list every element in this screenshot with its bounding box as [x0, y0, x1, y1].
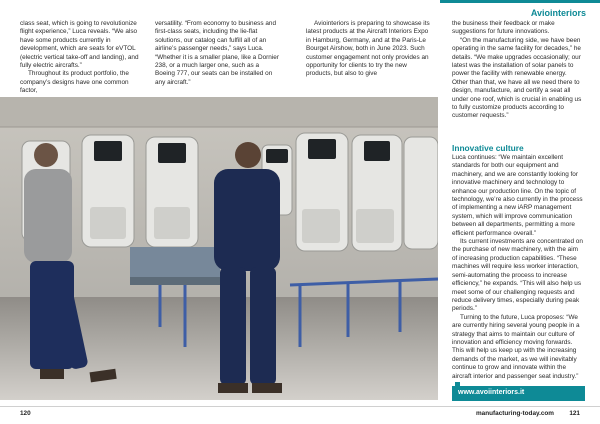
- header-accent-bar: [440, 0, 600, 3]
- paragraph: Aviointeriors is preparing to showcase its latest products at the Aircraft Interiors Expo in Hamburg, Germany, and at the Paris-Le Bourget Airshow, both in June 2023. Such customer engagement not only provides an opportunity for clients to try the new products, but also to give: [306, 20, 430, 78]
- paragraph: versatility. “From economy to business and first-class seats, including the lie-flat solutions, our catalog can fulfill all of an airline’s passenger needs,” says Luca. “Whether it is a smaller plane, like a Dornier 238, or a much larger one, such as a Boeing 777, our seats can be installed on any aircraft.”: [155, 20, 279, 86]
- footer-divider: [0, 406, 600, 407]
- article-column-1: [20, 20, 140, 96]
- article-column-2: [155, 20, 280, 87]
- brand-name: Aviointeriors: [530, 8, 586, 18]
- paragraph-text: Turning to the future, Luca proposes: “We are currently hiring several young people in a strategy that aims to maintain our culture of innovation and efficiency moving forwards. This will help us keep up with the increasing demands of the market, as we will inevitably continue to grow and innovate within the aircraft interior and passenger seat industry.”: [452, 313, 580, 380]
- section-heading: Innovative culture: [452, 143, 524, 153]
- paragraph: [452, 314, 584, 390]
- factory-photo: [0, 97, 438, 400]
- paragraph: class seat, which is going to revolutionize flight experience,” Luca reveals. “We also have some products currently in development, which are seats for eVTOL (electric vertical take-off and landing), and fully electric aircrafts.”: [20, 20, 139, 70]
- article-column-4-continued: [452, 154, 584, 389]
- paragraph: Throughout its product portfolio, the company’s designs have one common factor,: [20, 70, 129, 95]
- paragraph: the business their feedback or make suggestions for future innovations.: [452, 20, 555, 36]
- footer-site: manufacturing-today.com: [476, 410, 554, 417]
- paragraph: Luca continues: “We maintain excellent standards for both our equipment and machinery, and we are constantly looking for innovative machinery and technology to enhance our production line. On the topic of technology, we’re also currently in the process of implementing a new iARP management system, which will improve communication between all departments, permitting a more efficient performance overall.”: [452, 154, 583, 237]
- article-column-3: [306, 20, 430, 79]
- page-number-left: 120: [20, 410, 31, 417]
- paragraph: Its current investments are concentrated on the purchase of new machinery, with the aim of increasing production capabilities. “These machines will require less worker interaction, semi-automating the process to increase efficiency,” he expands. “This will also help us meet some of our challenging requests and reduce delivery times, especially during peak periods.”: [452, 238, 583, 313]
- page-number-right: 121: [569, 410, 580, 417]
- paragraph: “On the manufacturing side, we have been operating in the same facility for decades,” he details. “We make upgrades occasionally; our latest was the installation of solar panels to power the facility with renewable energy. Other than that, we have all we need there to design, manufacture, and certify a seat all under one roof, which is crucial in enabling us to fully customize products according to customer requests.”: [452, 36, 582, 120]
- website-link[interactable]: www.avoiinteriors.it: [452, 386, 585, 401]
- article-column-4: [452, 20, 584, 121]
